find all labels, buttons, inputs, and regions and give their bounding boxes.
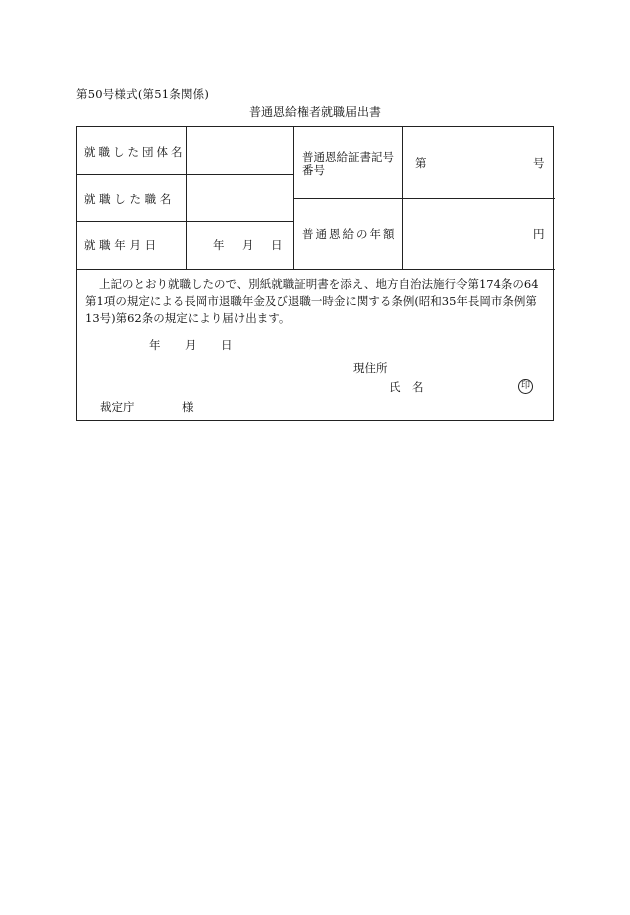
- certificate-label-line2: 番号: [302, 163, 325, 177]
- organization-field[interactable]: [187, 127, 293, 174]
- submission-month: 月: [185, 338, 197, 352]
- address-label: 現住所: [353, 361, 388, 375]
- post-field[interactable]: [187, 175, 293, 221]
- form-number: 第50号様式(第51条関係): [76, 87, 210, 101]
- name-label: 氏 名: [389, 380, 424, 394]
- form-title: 普通恩給権者就職届出書: [248, 105, 381, 119]
- organization-label: 就職した団体名: [84, 145, 186, 159]
- certificate-label: 普通恩給証書記号: [302, 150, 394, 164]
- post-label: 就 職 し た 職 名: [84, 192, 172, 206]
- date-year: 年: [213, 238, 225, 252]
- date-day: 日: [271, 238, 283, 252]
- submission-day: 日: [221, 338, 233, 352]
- date-month: 月: [242, 238, 254, 252]
- application-form: [76, 126, 554, 421]
- annual-amount-label: 普通恩給の年額: [302, 227, 397, 241]
- divider: [77, 269, 555, 270]
- seal-icon: 印: [518, 379, 533, 394]
- addressee-label: 裁定庁: [100, 400, 135, 414]
- declaration-text: 上記のとおり就職したので、別紙就職証明書を添え、地方自治法施行令第174条の64第1項の規定による長岡市退職年金及び退職一時金に関する条例(昭和35年長岡市条例第13号)第62条の規定により届け出ます。: [85, 277, 539, 325]
- certificate-suffix: 号: [533, 156, 545, 170]
- certificate-prefix: 第: [415, 156, 427, 170]
- amount-unit: 円: [533, 227, 545, 241]
- honorific-label: 様: [182, 400, 194, 414]
- submission-year: 年: [149, 338, 161, 352]
- employment-date-label: 就 職 年 月 日: [84, 238, 157, 252]
